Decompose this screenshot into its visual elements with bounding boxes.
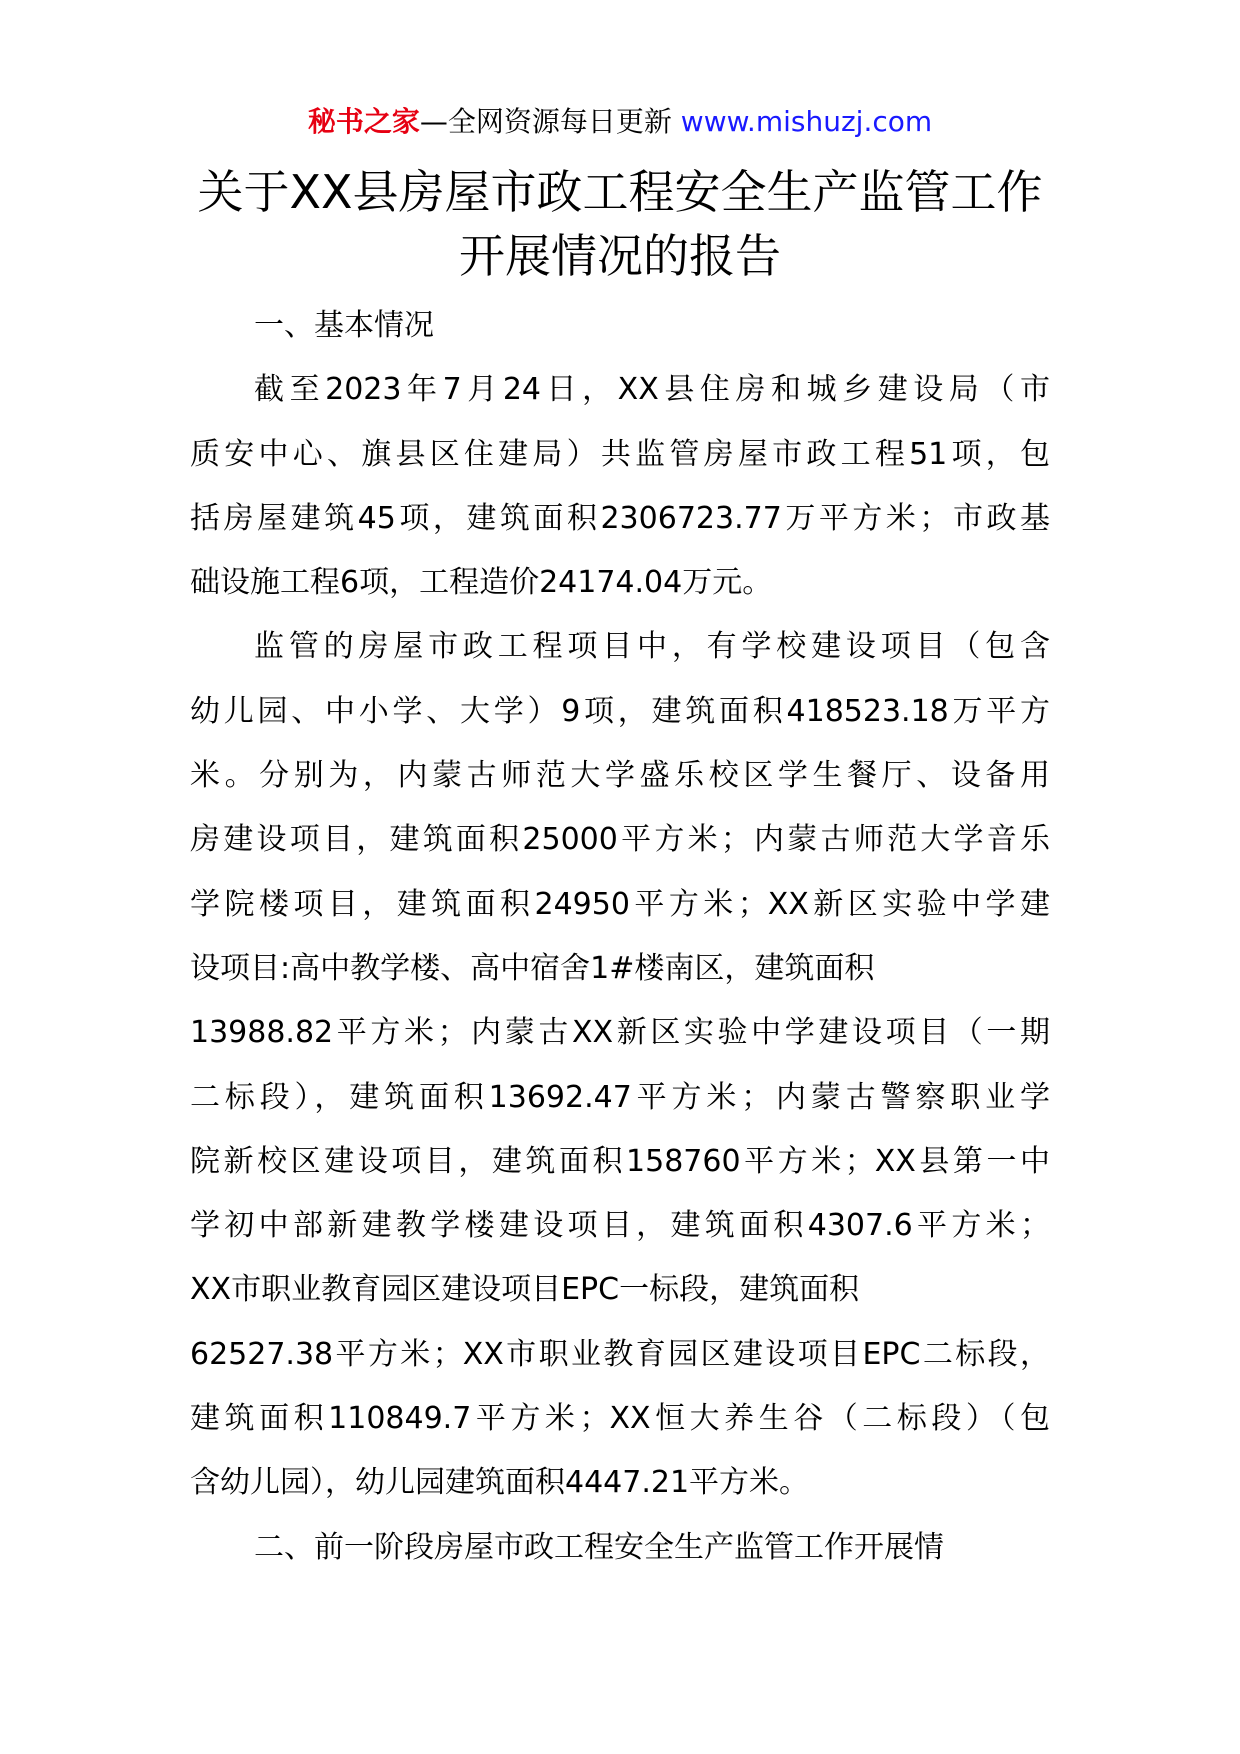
paragraph-line: 含幼儿园），幼儿园建筑面积4447.21平方米。 [190,1465,810,1501]
paragraph-line: XX市职业教育园区建设项目EPC一标段，建筑面积 [190,1272,860,1308]
paragraph-line: 质安中心、旗县区住建局）共监管房屋市政工程51项，包 [190,436,1050,472]
banner-url: www.mishuzj.com [680,105,933,138]
document-body [190,294,1050,1580]
paragraph-line: 13988.82平方米；内蒙古XX新区实验中学建设项目（一期 [190,1015,1050,1051]
paragraph-line: 学初中部新建教学楼建设项目，建筑面积4307.6平方米； [190,1208,1050,1244]
paragraph-line: 二标段），建筑面积13692.47平方米；内蒙古警察职业学 [190,1079,1050,1115]
section-1-heading [190,294,1050,358]
paragraph-line: 学院楼项目，建筑面积24950平方米；XX新区实验中学建 [190,886,1050,922]
section-heading-text: 一、基本情况 [254,308,434,343]
paragraph-line: 监管的房屋市政工程项目中，有学校建设项目（包含 [254,629,1050,665]
paragraph-line: 建筑面积110849.7平方米；XX恒大养生谷（二标段）（包 [190,1401,1050,1437]
section-1-paragraph-1 [190,358,1050,615]
paragraph-line: 设项目:高中教学楼、高中宿舍1#楼南区，建筑面积 [190,950,875,986]
paragraph-line: 米。分别为，内蒙古师范大学盛乐校区学生餐厅、设备用 [190,758,1050,794]
paragraph-line: 础设施工程6项，工程造价24174.04万元。 [190,565,773,601]
title-line-1: 关于XX县房屋市政工程安全生产监管工作 [197,165,1043,219]
section-heading-text: 二、前一阶段房屋市政工程安全生产监管工作开展情 [254,1529,944,1565]
banner-tagline: —全网资源每日更新 [419,105,672,138]
title-line-2: 开展情况的报告 [459,229,781,283]
paragraph-line: 括房屋建筑45项，建筑面积2306723.77万平方米；市政基 [190,500,1050,536]
section-1-paragraph-2 [190,615,1050,1515]
watermark-banner [0,100,1240,144]
paragraph-line: 62527.38平方米；XX市职业教育园区建设项目EPC二标段， [190,1336,1050,1372]
paragraph-line: 院新校区建设项目，建筑面积158760平方米；XX县第一中 [190,1143,1050,1179]
section-2-heading [190,1516,1050,1580]
paragraph-line: 房建设项目，建筑面积25000平方米；内蒙古师范大学音乐 [190,822,1050,858]
paragraph-line: 截至2023年7月24日，XX县住房和城乡建设局（市 [254,372,1050,408]
document-title [150,160,1090,288]
banner-brand: 秘书之家 [307,105,420,138]
paragraph-line: 幼儿园、中小学、大学）9项，建筑面积418523.18万平方 [190,693,1050,729]
